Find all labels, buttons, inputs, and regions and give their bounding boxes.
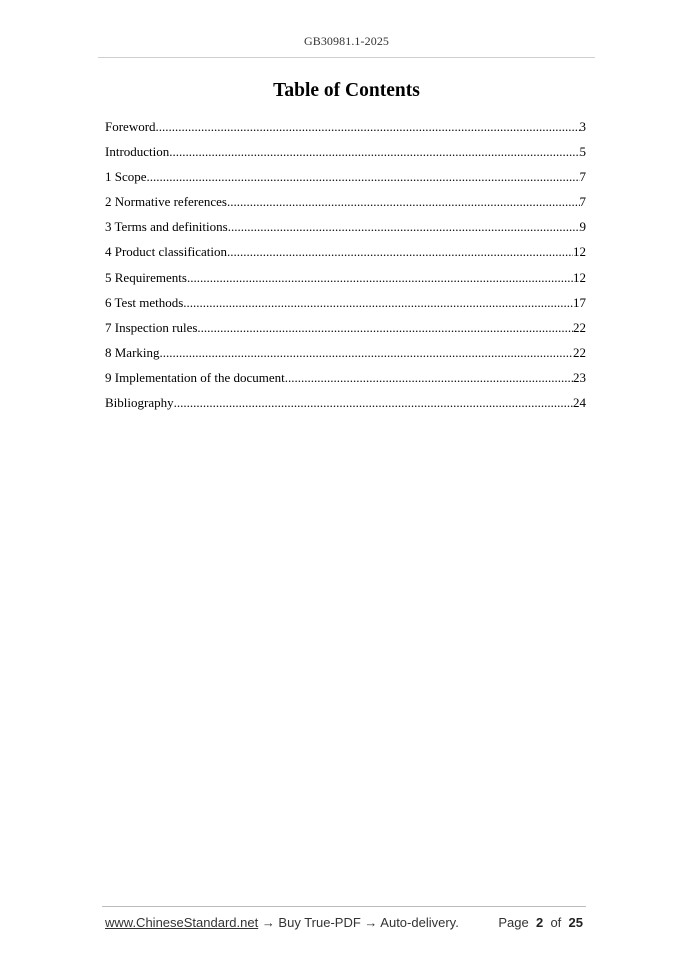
toc-dot-leader: [147, 168, 580, 186]
website-link[interactable]: www.ChineseStandard.net: [105, 915, 259, 930]
footer-divider: [102, 906, 586, 907]
page-total: 25: [568, 915, 583, 930]
page-footer: [105, 915, 583, 933]
toc-entry-bibliography[interactable]: [105, 394, 586, 419]
toc-dot-leader: [197, 319, 573, 337]
toc-entry-title: 6 Test methods: [105, 294, 184, 310]
toc-entry-title: 4 Product classification: [105, 244, 228, 260]
toc-entry-scope[interactable]: [105, 168, 586, 193]
document-id: GB30981.1-2025: [303, 34, 390, 48]
toc-entry-title: Introduction: [105, 144, 170, 160]
footer-promo: [105, 915, 459, 930]
page-label: Page: [498, 915, 529, 930]
toc-entry-product-classification[interactable]: [105, 243, 586, 268]
toc-entry-page: 22: [573, 344, 586, 360]
toc-entry-page: 23: [573, 369, 586, 385]
toc-entry-normative-references[interactable]: [105, 193, 586, 218]
toc-entry-page: 5: [579, 144, 586, 160]
toc-entry-title: Bibliography: [105, 395, 174, 411]
toc-entry-page: 12: [573, 244, 586, 260]
footer-promo-text: → Buy True-PDF → Auto-delivery.: [258, 915, 459, 930]
toc-entry-page: 7: [579, 169, 586, 185]
page-number: [498, 915, 583, 930]
toc-entry-title: 8 Marking: [105, 344, 160, 360]
toc-entry-title: Foreword: [105, 119, 156, 134]
toc-entry-page: 12: [573, 269, 586, 285]
toc-entry-requirements[interactable]: [105, 269, 586, 294]
toc-dot-leader: [156, 118, 580, 136]
header-divider: [98, 57, 595, 58]
toc-entry-page: 9: [579, 219, 586, 235]
toc-dot-leader: [160, 344, 573, 362]
toc-entry-title: 7 Inspection rules: [105, 319, 198, 335]
toc-dot-leader: [169, 143, 579, 161]
toc-dot-leader: [285, 369, 573, 387]
toc-entry-title: 5 Requirements: [105, 269, 187, 285]
toc-entry-implementation[interactable]: [105, 369, 586, 394]
toc-dot-leader: [228, 218, 580, 236]
toc-dot-leader: [227, 193, 580, 211]
page-of-label: of: [550, 915, 562, 930]
toc-entry-title: 9 Implementation of the document: [105, 369, 285, 385]
toc-entry-introduction[interactable]: [105, 143, 586, 168]
toc-entry-page: 22: [573, 319, 586, 335]
toc-heading: Table of Contents: [273, 80, 420, 101]
toc-entry-page: 24: [573, 395, 586, 411]
toc-dot-leader: [174, 394, 573, 412]
toc-entry-inspection-rules[interactable]: [105, 319, 586, 344]
table-of-contents: [105, 118, 586, 419]
toc-entry-title: 3 Terms and definitions: [105, 219, 228, 235]
toc-entry-title: 1 Scope: [105, 169, 147, 185]
toc-dot-leader: [187, 269, 573, 287]
toc-entry-title: 2 Normative references: [105, 194, 227, 210]
toc-entry-marking[interactable]: [105, 344, 586, 369]
toc-dot-leader: [227, 243, 573, 261]
toc-entry-test-methods[interactable]: [105, 294, 586, 319]
toc-entry-terms-and-definitions[interactable]: [105, 218, 586, 243]
toc-dot-leader: [183, 294, 573, 312]
toc-entry-page: 17: [573, 294, 586, 310]
toc-entry-foreword[interactable]: [105, 118, 586, 143]
toc-entry-page: 3: [579, 119, 586, 134]
page-current: 2: [535, 915, 544, 930]
toc-entry-page: 7: [579, 194, 586, 210]
